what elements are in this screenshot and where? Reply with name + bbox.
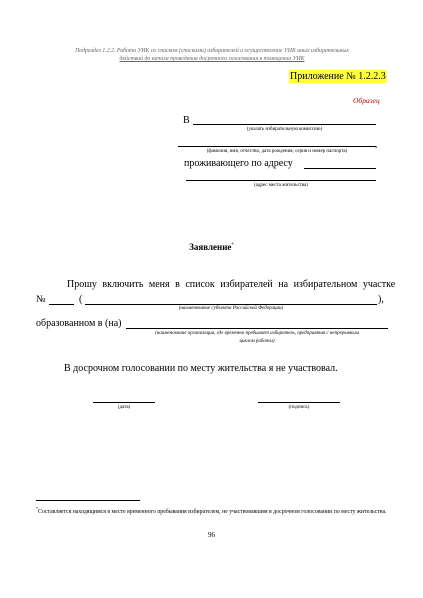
section-header-line-1: Подраздел 1.2.2. Работа УИК со списком (списками) избирателей и осуществление УИК иных избирательных <box>75 48 349 54</box>
footnote-text: Составляется находящимся в месте временного пребывания избирателем, не участвовавшим в досрочном голосовании по месту жительства. <box>38 508 387 515</box>
signature-caption: (подпись) <box>288 405 310 410</box>
signature-line[interactable] <box>258 402 340 403</box>
appendix-label: Приложение № 1.2.2.3 <box>290 71 386 82</box>
subject-line[interactable] <box>85 304 377 305</box>
commission-line[interactable] <box>193 124 376 125</box>
precinct-number-prefix: № <box>36 294 46 305</box>
precinct-number-line[interactable] <box>49 304 74 305</box>
residing-label: проживающего по адресу <box>184 158 293 169</box>
section-header-line-2: действий до начала проведения досрочного голосования в помещении УИК <box>119 56 305 62</box>
applicant-line-end: , <box>375 139 378 149</box>
footnote <box>36 504 388 517</box>
early-vote-statement: В досрочном голосовании по месту жительства я не участвовал. <box>64 363 338 374</box>
address-caption: (адрес места жительства) <box>253 183 309 188</box>
footnote-separator <box>36 500 140 501</box>
commission-caption: (указать избирательную комиссию) <box>246 127 323 132</box>
title-footnote-mark: * <box>231 243 234 248</box>
formed-label: образованном в (на) <box>36 318 122 329</box>
close-paren: ), <box>378 294 384 305</box>
page-number: 96 <box>208 531 215 539</box>
organization-line[interactable] <box>126 328 388 329</box>
residing-line[interactable] <box>304 168 376 169</box>
organization-caption-2: циклом работы) <box>239 339 275 344</box>
request-text: Прошу включить меня в список избирателей на избирательном участке <box>67 279 396 290</box>
footnote-mark: * <box>36 506 38 511</box>
document-title <box>0 242 423 252</box>
subject-caption: (наименование субъекта Российской Федерации) <box>178 306 284 311</box>
date-caption: (дата) <box>117 405 131 410</box>
document-title-text: Заявление <box>189 242 232 252</box>
date-line[interactable] <box>93 402 155 403</box>
organization-caption-1: (наименование организации, где временно пребывает избиратель, предприятия с непрерывным <box>155 331 359 336</box>
address-line[interactable] <box>186 180 376 181</box>
applicant-caption: (фамилия, имя, отчество, дата рождения, серия и номер паспорта) <box>206 149 348 154</box>
applicant-line[interactable] <box>178 146 376 147</box>
addressee-prefix: В <box>183 115 190 126</box>
section-header <box>36 47 388 63</box>
open-paren: ( <box>79 294 83 305</box>
sample-label: Образец <box>353 96 380 105</box>
